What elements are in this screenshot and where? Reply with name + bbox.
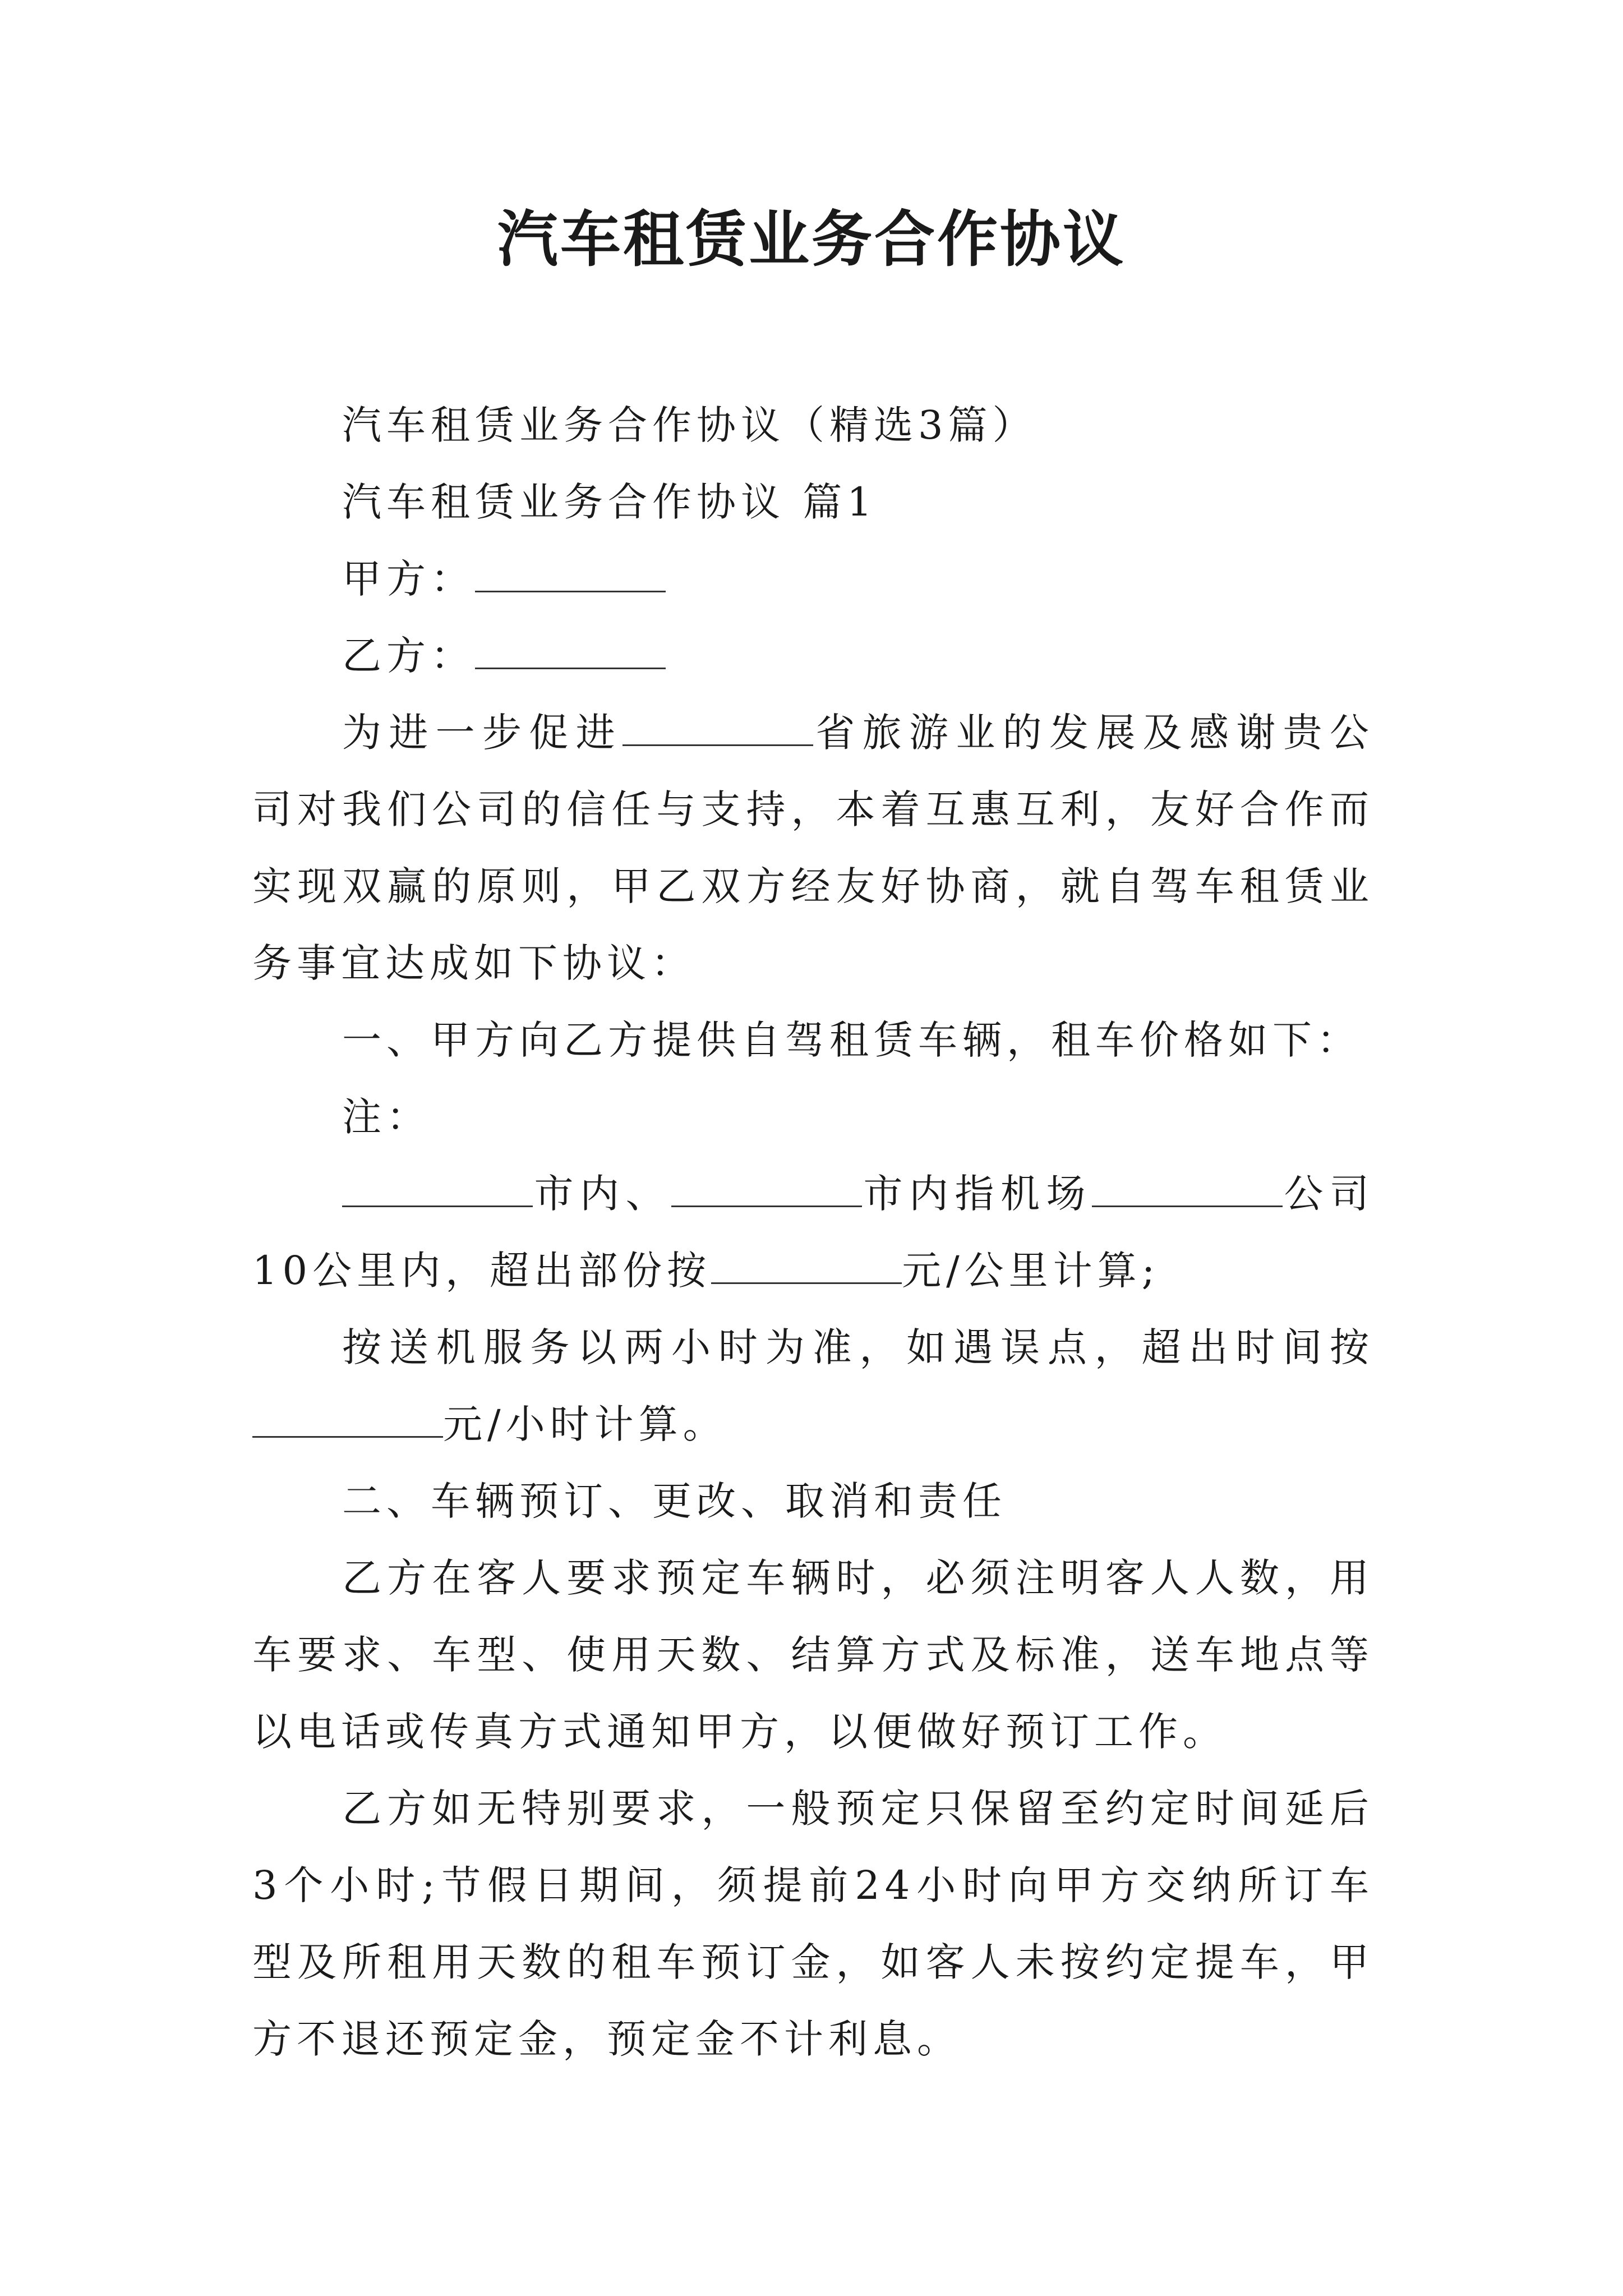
party-a-line <box>252 541 1374 618</box>
price-per-hour-blank <box>252 1402 443 1438</box>
subtitle <box>252 387 1374 464</box>
party-b-line <box>252 618 1374 694</box>
pickup-text: 按送机服务以两小时为准，如遇误点，超出时间按 <box>342 1324 1374 1370</box>
reserve-text: 乙方如无特别要求，一般预定只保留至约定时间延后3个小时;节假日期间，须提前24小时向甲方交纳所订车型及所租用天数的租车预订金，如客人未按约定提车，甲方不退还预定金，预定金不计利息。 <box>252 1786 1374 2062</box>
reserve-paragraph <box>252 1770 1374 2078</box>
document-title: 汽车租赁业务合作协议 <box>497 204 1126 275</box>
subtitle-text: 汽车租赁业务合作协议（精选3篇） <box>342 402 1037 448</box>
clause-1 <box>252 1002 1374 1079</box>
clause-2-text: 二、车辆预订、更改、取消和责任 <box>342 1478 1007 1524</box>
route-blank-1 <box>342 1172 533 1207</box>
party-a-blank <box>475 557 666 592</box>
route-blank-2 <box>671 1172 862 1207</box>
note-label: 注： <box>342 1094 431 1140</box>
route-paragraph <box>252 1156 1374 1309</box>
party-b-blank <box>475 634 666 669</box>
section-heading-text: 汽车租赁业务合作协议 篇1 <box>342 479 877 525</box>
distance-prefix: 10公里内，超出部份按 <box>252 1248 712 1294</box>
intro-rest: 省旅游业的发展及感谢贵公司对我们公司的信任与支持，本着互惠互利，友好合作而实现双赢的原则，甲乙双方经友好协商，就自驾车租赁业务事宜达成如下协议： <box>252 710 1374 986</box>
party-b-label: 乙方： <box>342 633 475 679</box>
province-blank <box>623 711 813 746</box>
route-3-suffix: 公司 <box>1283 1171 1374 1217</box>
booking-text: 乙方在客人要求预定车辆时，必须注明客人人数，用车要求、车型、使用天数、结算方式及标准，送车地点等以电话或传真方式通知甲方，以便做好预订工作。 <box>252 1555 1374 1755</box>
party-a-label: 甲方： <box>342 556 475 602</box>
intro-paragraph <box>252 694 1374 1002</box>
price-per-km-blank <box>711 1249 902 1284</box>
document-body <box>252 387 1374 2078</box>
clause-2 <box>252 1463 1374 1540</box>
pickup-paragraph <box>252 1309 1374 1463</box>
intro-prefix: 为进一步促进 <box>342 710 623 756</box>
pickup-suffix: 元/小时计算。 <box>443 1401 727 1447</box>
route-blank-3 <box>1092 1172 1283 1207</box>
note-line <box>252 1079 1374 1156</box>
distance-suffix: 元/公里计算; <box>902 1248 1160 1294</box>
route-2-suffix: 市内指机场 <box>862 1171 1092 1217</box>
clause-1-text: 一、甲方向乙方提供自驾租赁车辆，租车价格如下： <box>342 1017 1361 1063</box>
section-heading <box>252 464 1374 541</box>
booking-paragraph <box>252 1540 1374 1770</box>
route-1-suffix: 市内、 <box>533 1171 671 1217</box>
